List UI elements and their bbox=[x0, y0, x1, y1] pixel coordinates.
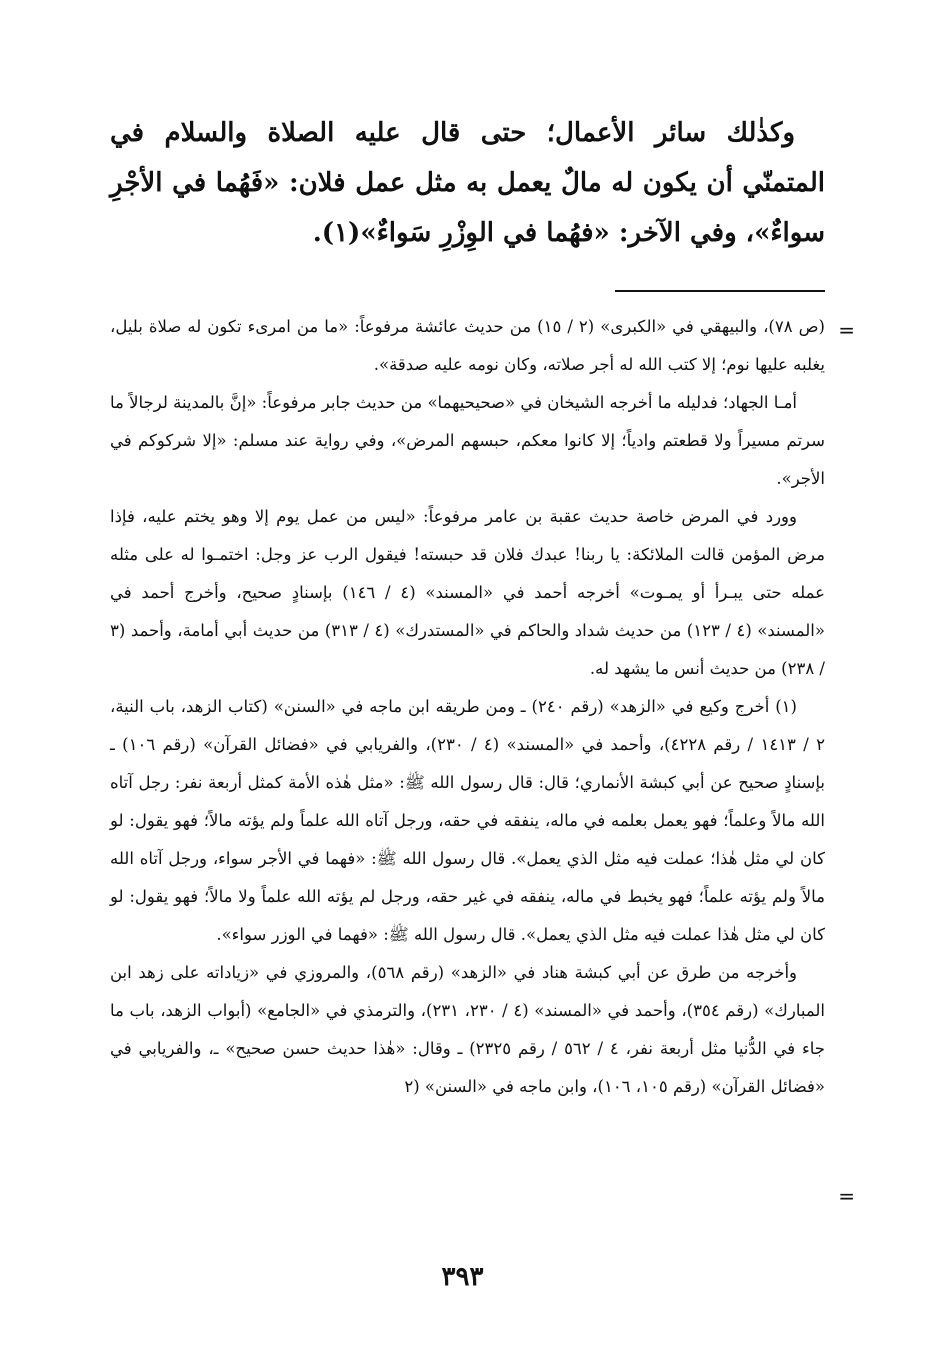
footnote-paragraph-2: أمـا الجهاد؛ فدليله ما أخرجه الشيخان في «صحيحيهما» من حديث جابر مرفوعاً: «إنَّ بالمدينة لرجالاً ما سرتم مسيراً ولا قطعتم وادياً؛ إلا كانوا معكم، حبسهم المرض»، وفي رواية عند مسلم: «إلا شركوكم في الأجر». bbox=[110, 393, 825, 488]
page-number: ٣٩٣ bbox=[441, 1262, 484, 1292]
footnote-continuation-mark-end: = bbox=[838, 1184, 855, 1208]
main-paragraph: وكذٰلك سائر الأعمال؛ حتى قال عليه الصلاة والسلام في المتمنّي أن يكون له مالٌ يعمل به مثل عمل فلان: «فَهُما في الأجْرِ سواءٌ»، وفي الآخر: «فهُما في الوِزْرِ سَواءٌ»(١). bbox=[110, 118, 825, 248]
footnotes-block bbox=[110, 308, 825, 1106]
main-text-block bbox=[110, 108, 825, 258]
footnote-paragraph-5: وأخرجه من طرق عن أبي كبشة هناد في «الزهد» (رقم ٥٦٨)، والمروزي في «زياداته على زهد ابن المبارك» (رقم ٣٥٤)، وأحمد في «المسند» (٤ / ٢٣٠، ٢٣١)، والترمذي في «الجامع» (أبواب الزهد، باب ما جاء في الدُّنيا مثل أربعة نفر، ٤ / ٥٦٢ / رقم ٢٣٢٥) ـ وقال: «هٰذا حديث حسن صحيح» ـ، والفريابي في «فضائل القرآن» (رقم ١٠٥، ١٠٦)، وابن ماجه في «السنن» (٢ bbox=[110, 963, 825, 1096]
footnote-continuation-mark-start: = bbox=[838, 318, 855, 342]
footnote-paragraph-1: (ص ٧٨)، والبيهقي في «الكبرى» (٢ / ١٥) من حديث عائشة مرفوعاً: «ما من امرىء تكون له صلاة بليل، يغلبه عليها نوم؛ إلا كتب الله له أجر صلاته، وكان نومه عليه صدقة». bbox=[110, 317, 825, 374]
footnote-separator bbox=[615, 290, 825, 292]
footnote-paragraph-3: وورد في المرض خاصة حديث عقبة بن عامر مرفوعاً: «ليس من عمل يوم إلا وهو يختم عليه، فإذا مرض المؤمن قالت الملائكة: يا ربنا! عبدك فلان قد حبسته! فيقول الرب عز وجل: اختمـوا له على مثله عمله حتى يبـرأ أو يمـوت» أخرجه أحمد في «المسند» (٤ / ١٤٦) بإسنادٍ صحيح، وأخرج أحمد في «المسند» (٤ / ١٢٣) من حديث شداد والحاكم في «المستدرك» (٤ / ٣١٣) من حديث أبي أمامة، وأحمد (٣ / ٢٣٨) من حديث أنس ما يشهد له. bbox=[110, 507, 825, 678]
footnote-paragraph-4: (١) أخرج وكيع في «الزهد» (رقم ٢٤٠) ـ ومن طريقه ابن ماجه في «السنن» (كتاب الزهد، باب النية، ٢ / ١٤١٣ / رقم ٤٢٢٨)، وأحمد في «المسند» (٤ / ٢٣٠)، والفريابي في «فضائل القرآن» (رقم ١٠٦) ـ بإسنادٍ صحيح عن أبي كبشة الأنماري؛ قال: قال رسول الله ﷺ: «مثل هٰذه الأمة كمثل أربعة نفر: رجل آتاه الله مالاً وعلماً؛ فهو يعمل بعلمه في ماله، ينفقه في حقه، ورجل آتاه الله علماً ولم يؤته مالاً؛ فهو يقول: لو كان لي مثل هٰذا؛ عملت فيه مثل الذي يعمل». قال رسول الله ﷺ: «فهما في الأجر سواء، ورجل آتاه الله مالاً ولم يؤته علماً؛ فهو يخبط في ماله، ينفقه في غير حقه، ورجل لم يؤته الله علماً ولا مالاً؛ فهو يقول: لو كان لي مثل هٰذا عملت فيه مثل الذي يعمل». قال رسول الله ﷺ: «فهما في الوزر سواء». bbox=[110, 697, 825, 944]
